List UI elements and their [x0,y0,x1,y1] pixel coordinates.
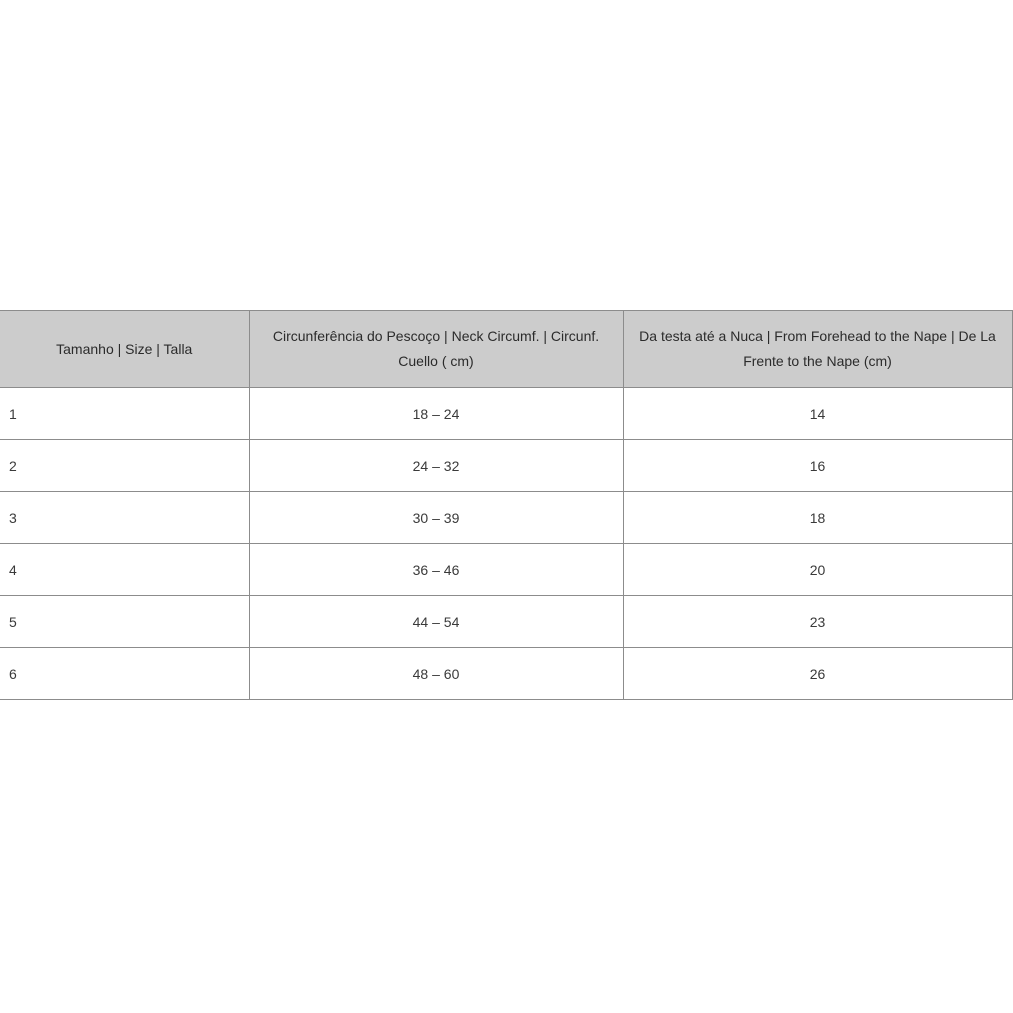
cell-size: 2 [0,440,249,492]
cell-forehead-to-nape: 20 [623,544,1012,596]
cell-forehead-to-nape: 14 [623,388,1012,440]
cell-forehead-to-nape: 23 [623,596,1012,648]
header-size: Tamanho | Size | Talla [0,311,249,388]
table-row [0,492,1012,544]
table-row [0,440,1012,492]
table-row [0,648,1012,700]
cell-size: 4 [0,544,249,596]
cell-neck-circumference: 48 – 60 [249,648,623,700]
header-neck-circumference: Circunferência do Pescoço | Neck Circumf. | Circunf. Cuello ( cm) [249,311,623,388]
table-row [0,544,1012,596]
table-header [0,311,1012,388]
cell-forehead-to-nape: 26 [623,648,1012,700]
cell-size: 6 [0,648,249,700]
cell-forehead-to-nape: 16 [623,440,1012,492]
cell-size: 3 [0,492,249,544]
table-body [0,388,1012,700]
table-row [0,388,1012,440]
cell-neck-circumference: 30 – 39 [249,492,623,544]
cell-size: 5 [0,596,249,648]
cell-neck-circumference: 24 – 32 [249,440,623,492]
cell-forehead-to-nape: 18 [623,492,1012,544]
cell-neck-circumference: 18 – 24 [249,388,623,440]
table-row [0,596,1012,648]
cell-neck-circumference: 44 – 54 [249,596,623,648]
cell-size: 1 [0,388,249,440]
header-row [0,311,1012,388]
size-chart-table [0,310,1013,700]
header-forehead-to-nape: Da testa até a Nuca | From Forehead to the Nape | De La Frente to the Nape (cm) [623,311,1012,388]
cell-neck-circumference: 36 – 46 [249,544,623,596]
